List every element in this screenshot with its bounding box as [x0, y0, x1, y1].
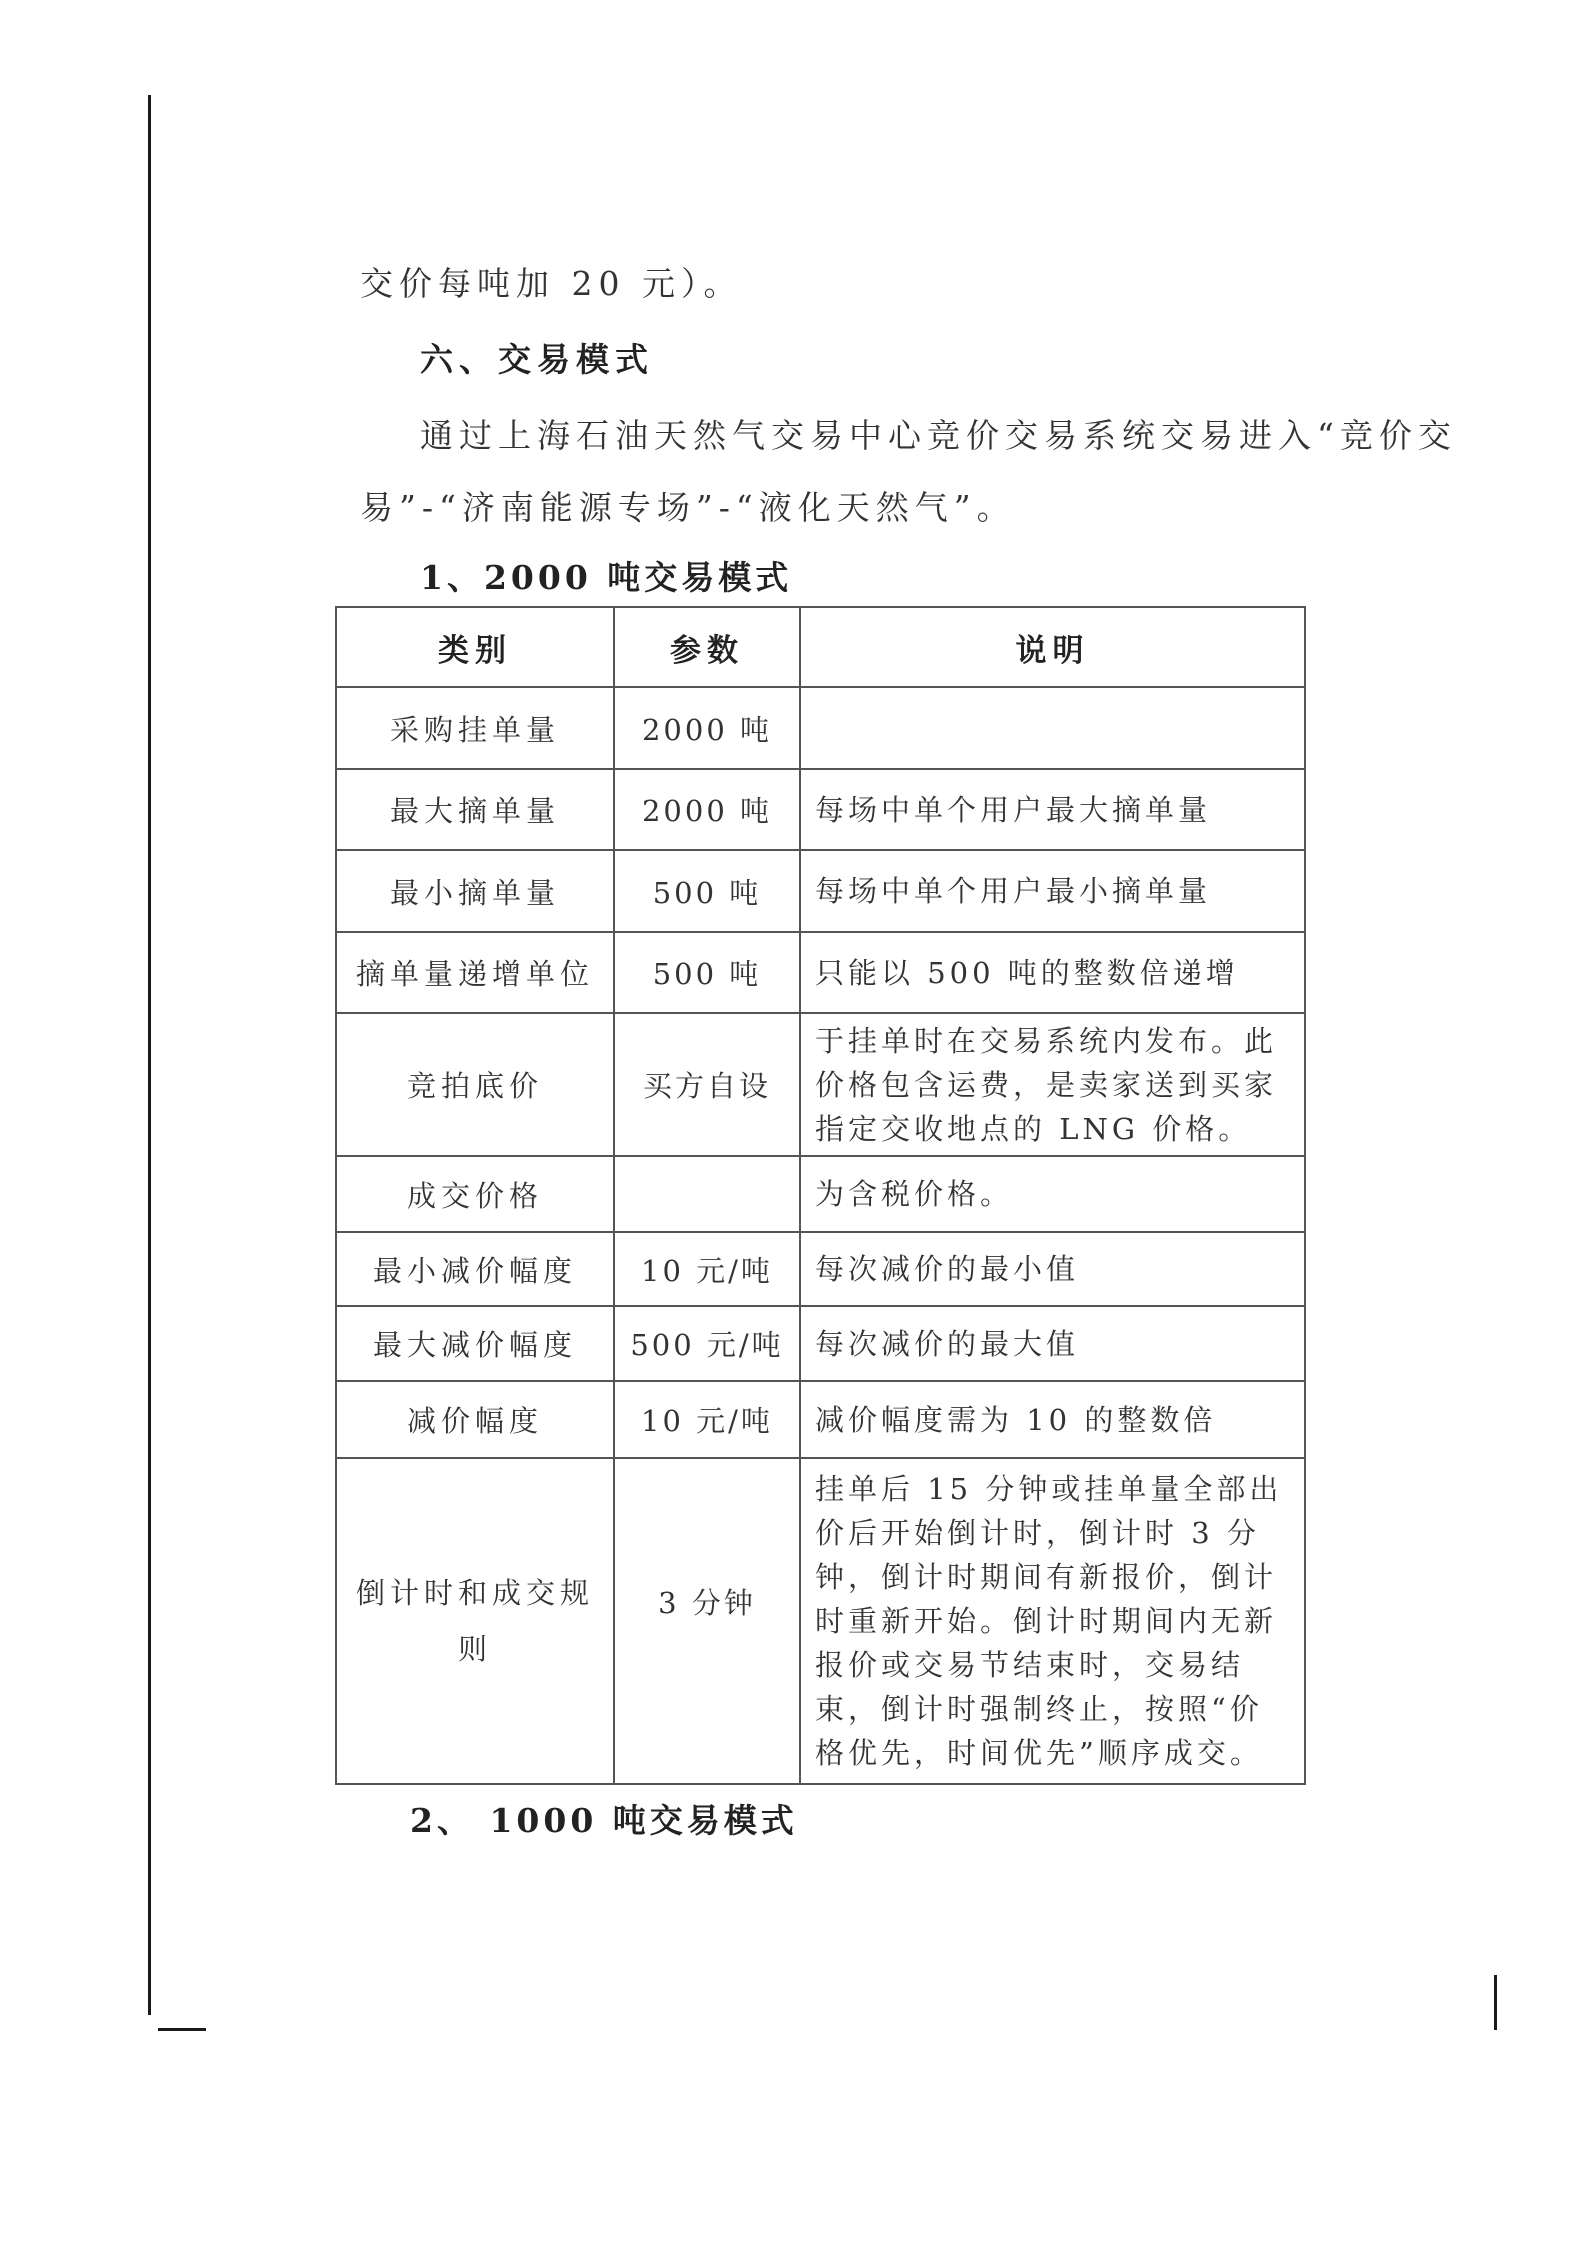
section-title: 六、交易模式	[420, 340, 654, 379]
continuation-line: 交价每吨加 20 元）。	[360, 264, 743, 303]
cell-desc: 每场中单个用户最大摘单量	[800, 769, 1305, 850]
table-row	[336, 1156, 1305, 1232]
scan-edge-line-left	[148, 95, 151, 2015]
table-row	[336, 687, 1305, 769]
intro-line-2: 易”-“济南能源专场”-“液化天然气”。	[360, 488, 1016, 527]
cell-param: 10 元/吨	[614, 1381, 800, 1458]
cell-param: 500 吨	[614, 932, 800, 1013]
table-header-row	[336, 607, 1305, 687]
cell-desc: 挂单后 15 分钟或挂单量全部出价后开始倒计时，倒计时 3 分钟，倒计时期间有新报价，倒计时重新开始。倒计时期间内无新报价或交易节结束时，交易结束，倒计时强制终止，按照“价格优先，时间优先”顺序成交。	[800, 1458, 1305, 1784]
cell-param: 买方自设	[614, 1013, 800, 1156]
cell-param: 500 吨	[614, 850, 800, 932]
cell-param: 2000 吨	[614, 687, 800, 769]
table-row	[336, 1013, 1305, 1156]
cell-param: 3 分钟	[614, 1458, 800, 1784]
table-row	[336, 1232, 1305, 1306]
table-row	[336, 1458, 1305, 1784]
header-desc: 说明	[800, 607, 1305, 687]
cell-category: 竞拍底价	[336, 1013, 614, 1156]
scan-edge-line-right	[1494, 1975, 1497, 2030]
cell-param: 10 元/吨	[614, 1232, 800, 1306]
cell-category: 最大减价幅度	[336, 1306, 614, 1381]
cell-desc: 每次减价的最大值	[800, 1306, 1305, 1381]
table-row	[336, 1306, 1305, 1381]
trading-mode-table	[335, 606, 1306, 1785]
subsection-title-2000: 1、2000 吨交易模式	[420, 558, 793, 597]
cell-category: 减价幅度	[336, 1381, 614, 1458]
cell-desc: 每次减价的最小值	[800, 1232, 1305, 1306]
header-category: 类别	[336, 607, 614, 687]
subsection-title-1000: 2、 1000 吨交易模式	[410, 1801, 798, 1840]
scan-edge-mark-bottom	[158, 2028, 206, 2031]
cell-category: 成交价格	[336, 1156, 614, 1232]
cell-desc: 为含税价格。	[800, 1156, 1305, 1232]
cell-desc: 于挂单时在交易系统内发布。此价格包含运费，是卖家送到买家指定交收地点的 LNG 价格。	[800, 1013, 1305, 1156]
cell-param: 2000 吨	[614, 769, 800, 850]
cell-param: 500 元/吨	[614, 1306, 800, 1381]
cell-desc	[800, 687, 1305, 769]
cell-desc: 减价幅度需为 10 的整数倍	[800, 1381, 1305, 1458]
cell-category: 采购挂单量	[336, 687, 614, 769]
table-row	[336, 932, 1305, 1013]
cell-category: 最小摘单量	[336, 850, 614, 932]
cell-category: 最小减价幅度	[336, 1232, 614, 1306]
table-row	[336, 1381, 1305, 1458]
cell-desc: 只能以 500 吨的整数倍递增	[800, 932, 1305, 1013]
cell-param	[614, 1156, 800, 1232]
cell-category: 摘单量递增单位	[336, 932, 614, 1013]
cell-category: 最大摘单量	[336, 769, 614, 850]
table-row	[336, 850, 1305, 932]
table-row	[336, 769, 1305, 850]
cell-desc: 每场中单个用户最小摘单量	[800, 850, 1305, 932]
cell-category: 倒计时和成交规则	[336, 1458, 614, 1784]
intro-line-1: 通过上海石油天然气交易中心竞价交易系统交易进入“竞价交	[420, 416, 1457, 455]
header-param: 参数	[614, 607, 800, 687]
